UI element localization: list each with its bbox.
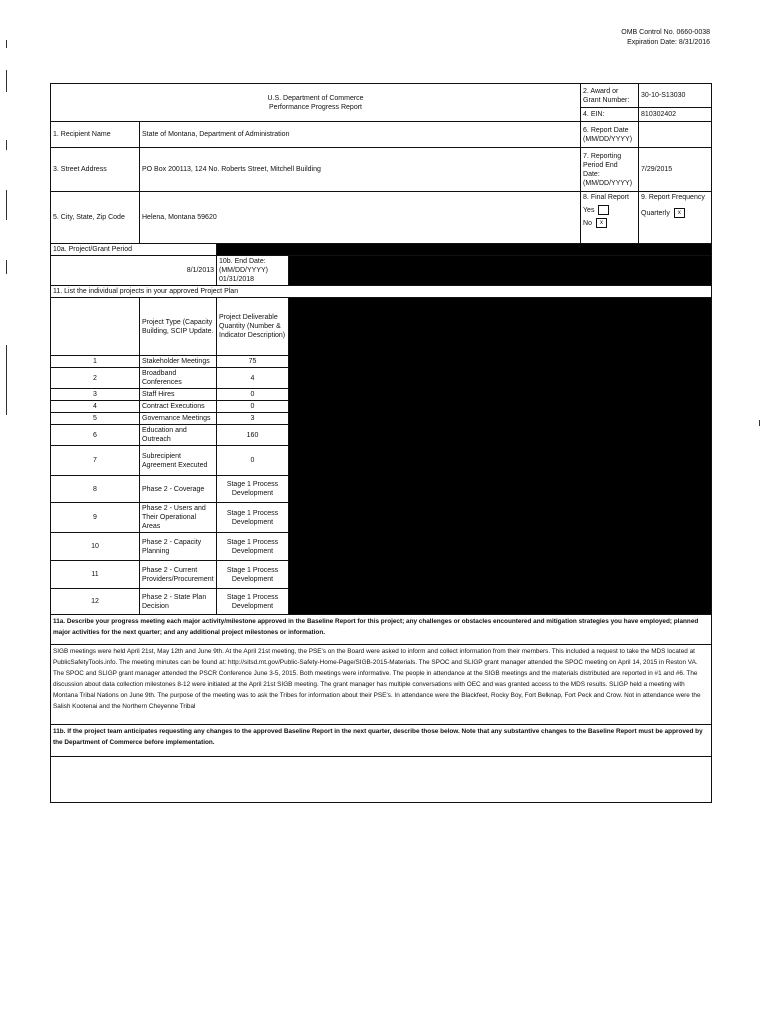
project-number: 8: [51, 476, 140, 503]
project-quantity: 160: [217, 425, 289, 446]
scan-mark: [6, 190, 7, 220]
redacted-block: [217, 244, 712, 256]
omb-control-number: OMB Control No. 0660-0038: [621, 29, 710, 36]
project-number: 9: [51, 503, 140, 533]
final-report-yes-label: Yes: [583, 206, 595, 214]
project-quantity-header: Project Deliverable Quantity (Number & Indicator Description): [217, 298, 289, 356]
reporting-period-label: 7. Reporting Period End Date: (MM/DD/YYYY): [581, 148, 639, 192]
project-number: 6: [51, 425, 140, 446]
project-number: 4: [51, 401, 140, 413]
report-date-value: [639, 122, 712, 148]
end-date-cell: [217, 256, 289, 286]
award-number-label: 2. Award or Grant Number:: [581, 84, 639, 108]
ein-label: 4. EIN:: [581, 108, 639, 122]
project-number: 3: [51, 389, 140, 401]
project-type: Phase 2 - Coverage: [140, 476, 217, 503]
project-type: Governance Meetings: [140, 413, 217, 425]
project-number: 2: [51, 368, 140, 389]
omb-control-block: [621, 28, 710, 48]
agency-name: U.S. Department of Commerce: [267, 94, 364, 102]
project-quantity: 4: [217, 368, 289, 389]
award-number-value: 30-10-S13030: [639, 84, 712, 108]
projects-section-label: 11. List the individual projects in your approved Project Plan: [51, 286, 712, 298]
redacted-block: [289, 298, 712, 615]
project-quantity: 75: [217, 356, 289, 368]
street-address-label: 3. Street Address: [51, 148, 140, 192]
final-report-yes-checkbox[interactable]: [598, 205, 609, 215]
scan-mark: [6, 70, 7, 92]
final-report-no-checkbox[interactable]: x: [596, 218, 607, 228]
section-11b-response: [51, 757, 712, 803]
ein-value: 810302402: [639, 108, 712, 122]
scan-mark: [6, 40, 7, 48]
performance-progress-report-form: [50, 83, 712, 803]
project-type: Stakeholder Meetings: [140, 356, 217, 368]
project-number: 1: [51, 356, 140, 368]
project-type: Staff Hires: [140, 389, 217, 401]
project-type: Phase 2 - State Plan Decision: [140, 589, 217, 615]
project-number: 11: [51, 561, 140, 589]
report-title: Performance Progress Report: [269, 103, 362, 111]
section-11a-response: SIGB meetings were held April 21st, May 12th and June 9th. At the April 21st meeting, the PSE's on the Board were asked to inform and collect information from their members. This included a request to take the MDS located at PublicSafetyTools.info. The meeting minutes can be found at: http://sitsd.mt.gov/Public-Safety-Home-Page/SIGB-2015-Materials. The SPOC and SLIGP grant manager attended the SPOC meeting on April 14, 2015 in Reston VA. The SPOC and SLIGP grant manager attended the PSCR Conference June 3-5, 2015. Both meetings were informative. The people in attendance at the SIGB meetings and the materials distributed are reported in #1 and #6. The discussion about data collection milestones 8-12 were initiated at the April 21st SIGB meeting. The grant manager has multiple conversations with OEC and was granted access to the MDS results. SLIGP held a meeting with Montana Tribal Nations on June 9th. The purpose of the meeting was to ask the Tribes for information about their PSE's. In attendance were the Blackfeet, Rocky Boy, Fort Belknap, Fort Peck and Crow. Not in attendance were the Salish Kootenai and the Northern Cheyenne Tribal: [51, 645, 712, 725]
section-11a-prompt: 11a. Describe your progress meeting each major activity/milestone approved in the Baseline Report for this project; any challenges or obstacles encountered and mitigation strategies you have employed; planned major activities for the next quarter; and any additional project milestones or information.: [51, 615, 712, 645]
project-type: Contract Executions: [140, 401, 217, 413]
scan-mark: [6, 260, 7, 274]
project-quantity: Stage 1 Process Development: [217, 589, 289, 615]
project-quantity: Stage 1 Process Development: [217, 561, 289, 589]
report-frequency-label: 9. Report Frequency: [641, 194, 705, 201]
scan-mark: [6, 140, 7, 150]
project-number: 7: [51, 446, 140, 476]
project-quantity: 3: [217, 413, 289, 425]
reporting-period-value: 7/29/2015: [639, 148, 712, 192]
project-number: 5: [51, 413, 140, 425]
report-header: [51, 84, 581, 122]
project-type-header: Project Type (Capacity Building, SCIP Update.: [140, 298, 217, 356]
end-date-label: 10b. End Date: (MM/DD/YYYY): [219, 258, 268, 274]
end-date-value: 01/31/2018: [219, 276, 255, 283]
city-state-zip-value: Helena, Montana 59620: [140, 192, 581, 244]
omb-expiration-date: Expiration Date: 8/31/2016: [627, 39, 710, 46]
project-type: Education and Outreach: [140, 425, 217, 446]
project-type: Phase 2 - Users and Their Operational Areas: [140, 503, 217, 533]
project-number-header: [51, 298, 140, 356]
recipient-name-value: State of Montana, Department of Administration: [140, 122, 581, 148]
project-quantity: 0: [217, 389, 289, 401]
final-report-cell: [581, 192, 639, 244]
final-report-no-label: No: [583, 219, 592, 227]
section-11b-prompt: 11b. If the project team anticipates requesting any changes to the approved Baseline Report in the next quarter, describe those below. Note that any substantive changes to the Baseline Report must be approved by the Department of Commerce before implementation.: [51, 725, 712, 757]
project-period-label: 10a. Project/Grant Period: [51, 244, 217, 256]
project-type: Phase 2 - Capacity Planning: [140, 533, 217, 561]
project-type: Broadband Conferences: [140, 368, 217, 389]
project-quantity: Stage 1 Process Development: [217, 533, 289, 561]
project-number: 10: [51, 533, 140, 561]
report-frequency-cell: [639, 192, 712, 244]
scan-mark: [6, 345, 7, 415]
report-frequency-checkbox[interactable]: x: [674, 208, 685, 218]
project-quantity: Stage 1 Process Development: [217, 503, 289, 533]
recipient-name-label: 1. Recipient Name: [51, 122, 140, 148]
project-quantity: 0: [217, 446, 289, 476]
project-type: Phase 2 - Current Providers/Procurement: [140, 561, 217, 589]
report-frequency-value: Quarterly: [641, 209, 670, 217]
start-date-value: 8/1/2013: [51, 256, 217, 286]
street-address-value: PO Box 200113, 124 No. Roberts Street, Mitchell Building: [140, 148, 581, 192]
redacted-block: [289, 256, 712, 286]
project-type: Subrecipient Agreement Executed: [140, 446, 217, 476]
project-quantity: 0: [217, 401, 289, 413]
report-date-label: 6. Report Date (MM/DD/YYYY): [581, 122, 639, 148]
final-report-label: 8. Final Report: [583, 194, 629, 201]
project-quantity: Stage 1 Process Development: [217, 476, 289, 503]
city-state-zip-label: 5. City, State, Zip Code: [51, 192, 140, 244]
project-number: 12: [51, 589, 140, 615]
scan-mark: [759, 420, 760, 426]
